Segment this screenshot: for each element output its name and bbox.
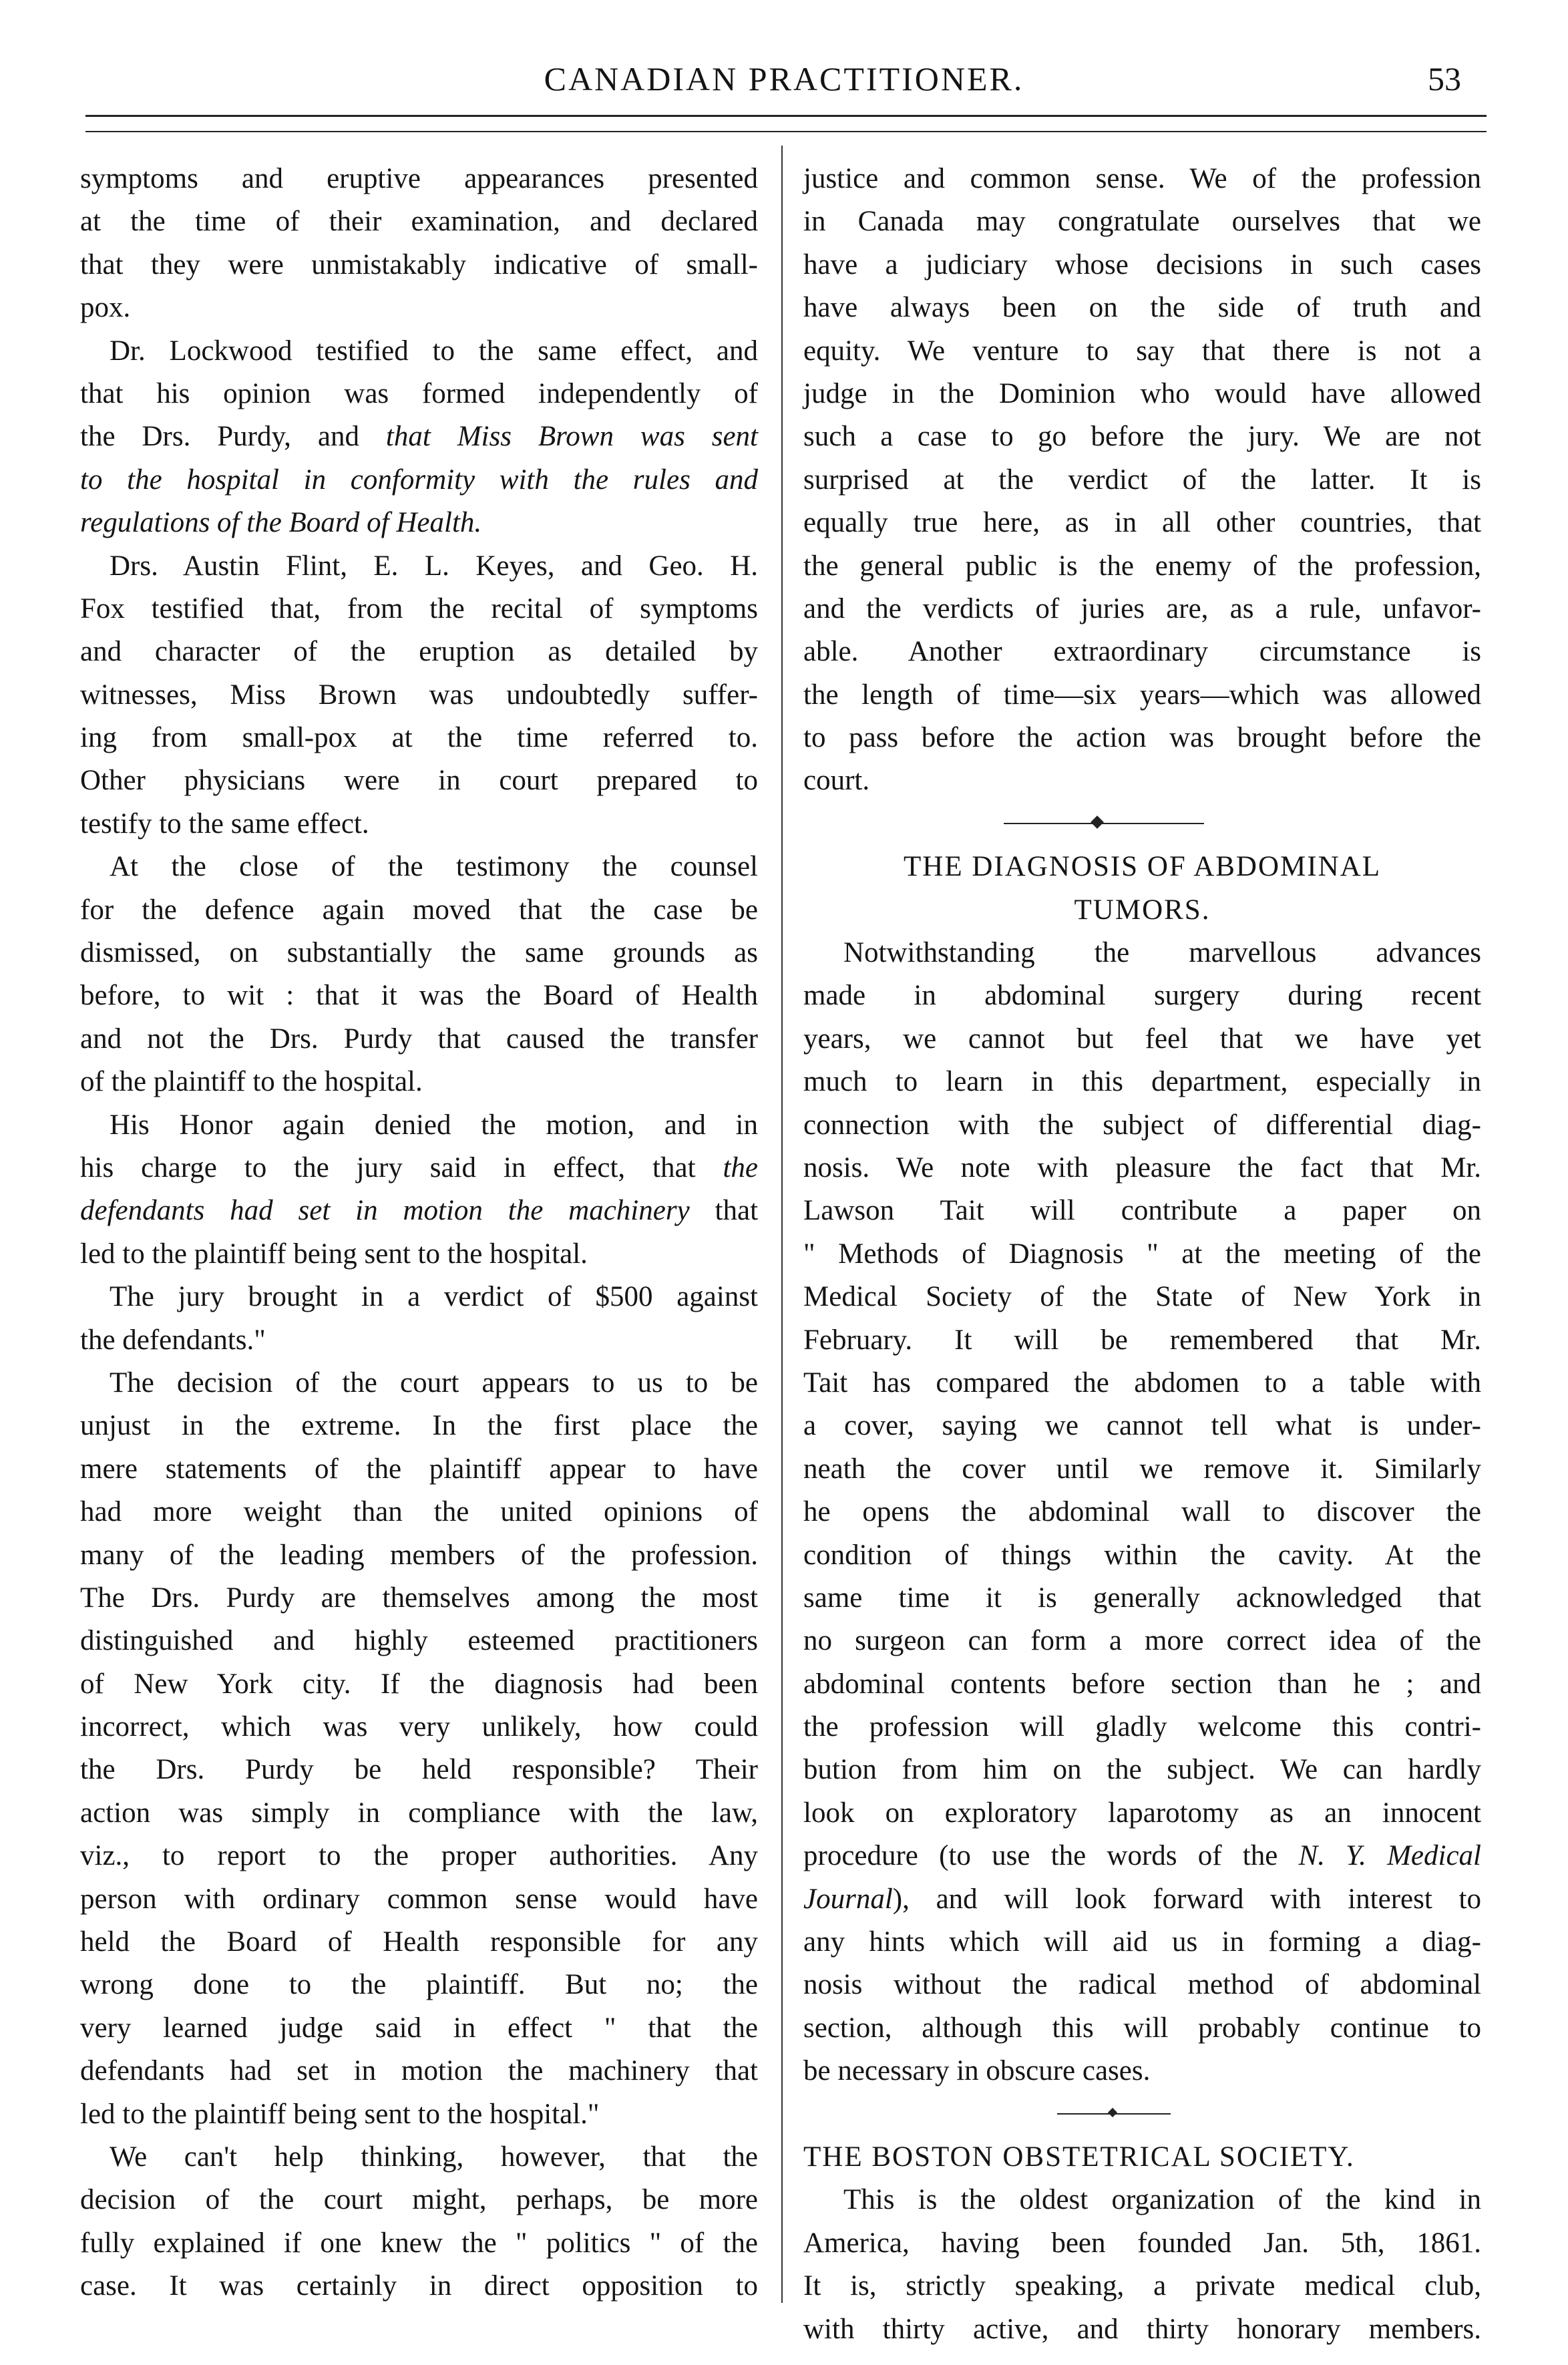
text-line: same time it is generally acknowledged that bbox=[803, 1582, 1481, 1614]
text-line: defendants had set in motion the machinery that bbox=[80, 2055, 758, 2087]
text-line: America, having been founded Jan. 5th, 1861. bbox=[803, 2227, 1481, 2259]
italic-segment: defendants had set in motion the machinery bbox=[80, 1195, 690, 1227]
italic-segment: the bbox=[723, 1151, 759, 1184]
text-segment: procedure (to use the words of the bbox=[803, 1840, 1278, 1872]
text-line: Dr. Lockwood testified to the same effect, and bbox=[110, 335, 758, 367]
text-line: ing from small-pox at the time referred to. bbox=[80, 722, 758, 754]
ornament-rule bbox=[1004, 823, 1204, 824]
text-line: made in abdominal surgery during recent bbox=[803, 980, 1481, 1012]
italic-segment: N. Y. Medical bbox=[1298, 1840, 1481, 1872]
text-line: This is the oldest organization of the kind in bbox=[843, 2184, 1481, 2216]
text-line: any hints which will aid us in forming a diag- bbox=[803, 1926, 1481, 1958]
text-line: nosis without the radical method of abdominal bbox=[803, 1969, 1481, 2001]
text-line: no surgeon can form a more correct idea of the bbox=[803, 1625, 1481, 1657]
text-line: a cover, saying we cannot tell what is under- bbox=[803, 1410, 1481, 1442]
text-line: person with ordinary common sense would have bbox=[80, 1883, 758, 1915]
text-line: abdominal contents before section than he ; and bbox=[803, 1668, 1481, 1700]
text-segment: and bbox=[317, 421, 359, 453]
text-line: " Methods of Diagnosis " at the meeting of the bbox=[803, 1238, 1481, 1270]
text-line: bution from him on the subject. We can hardly bbox=[803, 1754, 1481, 1786]
text-line: led to the plaintiff being sent to the hospital." bbox=[80, 2098, 600, 2130]
text-line: nosis. We note with pleasure the fact that Mr. bbox=[803, 1151, 1481, 1184]
text-line: Tait has compared the abdomen to a table with bbox=[803, 1367, 1481, 1399]
text-line: Fox testified that, from the recital of symptoms bbox=[80, 592, 758, 624]
page-number: 53 bbox=[1428, 60, 1461, 98]
text-line: equally true here, as in all other countries, that bbox=[803, 507, 1481, 539]
text-line: witnesses, Miss Brown was undoubtedly suffer- bbox=[80, 679, 758, 711]
text-line: at the time of their examination, and declared bbox=[80, 206, 758, 238]
text-line: condition of things within the cavity. At the bbox=[803, 1539, 1481, 1571]
text-line: judge in the Dominion who would have allowed bbox=[803, 377, 1481, 409]
text-line: the profession will gladly welcome this contri- bbox=[803, 1711, 1481, 1743]
text-segment: ), and will look forward with interest to bbox=[892, 1883, 1481, 1915]
text-segment: that bbox=[715, 1195, 759, 1227]
text-line: of the plaintiff to the hospital. bbox=[80, 1066, 423, 1098]
text-line: At the close of the testimony the counsel bbox=[110, 851, 758, 883]
text-line: and character of the eruption as detailed by bbox=[80, 636, 758, 668]
italic-segment: Journal bbox=[803, 1883, 893, 1915]
text-line bbox=[803, 1878, 1481, 1921]
text-line: and the verdicts of juries are, as a rule, unfavor- bbox=[803, 592, 1481, 624]
text-line: Medical Society of the State of New York in bbox=[803, 1281, 1481, 1313]
text-line: much to learn in this department, especially in bbox=[803, 1066, 1481, 1098]
text-line: led to the plaintiff being sent to the hospital. bbox=[80, 1238, 588, 1270]
running-head bbox=[80, 59, 1488, 106]
ornament-diamond bbox=[1108, 2108, 1117, 2117]
text-line: case. It was certainly in direct opposition to bbox=[80, 2270, 758, 2302]
text-line: It is, strictly speaking, a private medical club, bbox=[803, 2270, 1481, 2302]
text-line: decision of the court might, perhaps, be more bbox=[80, 2184, 758, 2216]
ornament-diamond bbox=[1091, 815, 1104, 829]
text-line: neath the cover until we remove it. Similarly bbox=[803, 1453, 1481, 1485]
text-line: the general public is the enemy of the profession, bbox=[803, 550, 1481, 582]
text-segment: his charge to the jury said in effect, that bbox=[80, 1151, 696, 1184]
text-line: Other physicians were in court prepared to bbox=[80, 765, 758, 797]
text-line: The Drs. Purdy are themselves among the most bbox=[80, 1582, 758, 1614]
text-segment: the Drs. Purdy, bbox=[80, 421, 291, 453]
text-line: with thirty active, and thirty honorary members. bbox=[803, 2313, 1481, 2345]
text-line bbox=[80, 415, 758, 458]
text-line: surprised at the verdict of the latter. It is bbox=[803, 464, 1481, 496]
text-line: Drs. Austin Flint, E. L. Keyes, and Geo. H. bbox=[110, 550, 758, 582]
text-line: in Canada may congratulate ourselves that we bbox=[803, 206, 1481, 238]
text-line: testify to the same effect. bbox=[80, 807, 369, 840]
text-line: The decision of the court appears to us to be bbox=[110, 1367, 758, 1399]
text-line: justice and common sense. We of the profession bbox=[803, 163, 1481, 194]
text-line bbox=[80, 1147, 758, 1190]
text-line: Lawson Tait will contribute a paper on bbox=[803, 1195, 1481, 1227]
text-line: held the Board of Health responsible for any bbox=[80, 1926, 758, 1958]
text-line: The jury brought in a verdict of $500 against bbox=[110, 1281, 758, 1313]
text-line: court. bbox=[803, 765, 870, 797]
text-line: be necessary in obscure cases. bbox=[803, 2055, 1151, 2087]
text-line: to the hospital in conformity with the rules and bbox=[80, 464, 758, 496]
text-line: the defendants." bbox=[80, 1324, 266, 1356]
text-line: pox. bbox=[80, 292, 131, 324]
text-line: mere statements of the plaintiff appear to have bbox=[80, 1453, 758, 1485]
text-line: distinguished and highly esteemed practitioners bbox=[80, 1625, 758, 1657]
text-line: and not the Drs. Purdy that caused the transfer bbox=[80, 1023, 758, 1055]
text-line: section, although this will probably continue to bbox=[803, 2012, 1481, 2044]
section-heading-abdominal: THE DIAGNOSIS OF ABDOMINAL bbox=[904, 851, 1381, 883]
section-heading-abdominal-cont: TUMORS. bbox=[1074, 894, 1211, 926]
right-column bbox=[803, 158, 1481, 2351]
text-line: very learned judge said in effect " that the bbox=[80, 2012, 758, 2044]
text-line: symptoms and eruptive appearances presented bbox=[80, 163, 758, 194]
header-rule-top bbox=[85, 115, 1487, 117]
left-column bbox=[80, 158, 758, 2308]
section-ornament bbox=[803, 2093, 1481, 2136]
text-line bbox=[80, 1190, 758, 1232]
text-line: fully explained if one knew the " politics " of the bbox=[80, 2227, 758, 2259]
section-heading-boston: THE BOSTON OBSTETRICAL SOCIETY. bbox=[803, 2141, 1355, 2173]
text-line: incorrect, which was very unlikely, how could bbox=[80, 1711, 758, 1743]
text-line bbox=[803, 1835, 1481, 1877]
text-line: for the defence again moved that the case be bbox=[80, 894, 758, 926]
section-ornament bbox=[803, 803, 1481, 846]
text-line: We can't help thinking, however, that the bbox=[110, 2141, 758, 2173]
text-line: regulations of the Board of Health. bbox=[80, 507, 482, 539]
text-line: unjust in the extreme. In the first place the bbox=[80, 1410, 758, 1442]
text-line: that his opinion was formed independently of bbox=[80, 377, 758, 409]
text-line: dismissed, on substantially the same grounds as bbox=[80, 937, 758, 969]
text-line: many of the leading members of the profession. bbox=[80, 1539, 758, 1571]
text-line: able. Another extraordinary circumstance is bbox=[803, 636, 1481, 668]
text-line: before, to wit : that it was the Board of Health bbox=[80, 980, 758, 1012]
text-line: February. It will be remembered that Mr. bbox=[803, 1324, 1481, 1356]
header-rule-bottom bbox=[85, 131, 1487, 132]
text-line: he opens the abdominal wall to discover the bbox=[803, 1496, 1481, 1528]
text-line: had more weight than the united opinions of bbox=[80, 1496, 758, 1528]
text-line: the Drs. Purdy be held responsible? Their bbox=[80, 1754, 758, 1786]
text-line: of New York city. If the diagnosis had been bbox=[80, 1668, 758, 1700]
text-line: Notwithstanding the marvellous advances bbox=[843, 937, 1481, 969]
text-line: connection with the subject of differential diag- bbox=[803, 1109, 1481, 1141]
text-line: have a judiciary whose decisions in such cases bbox=[803, 248, 1481, 281]
text-line: His Honor again denied the motion, and in bbox=[110, 1109, 758, 1141]
text-line: that they were unmistakably indicative of small- bbox=[80, 248, 758, 281]
text-line: action was simply in compliance with the law, bbox=[80, 1797, 758, 1829]
running-title: CANADIAN PRACTITIONER. bbox=[544, 60, 1024, 98]
italic-segment: that Miss Brown was sent bbox=[385, 421, 759, 453]
text-line: have always been on the side of truth and bbox=[803, 292, 1481, 324]
text-line: the length of time—six years—which was allowed bbox=[803, 679, 1481, 711]
text-line: to pass before the action was brought before the bbox=[803, 722, 1481, 754]
text-line: years, we cannot but feel that we have yet bbox=[803, 1023, 1481, 1055]
text-line: wrong done to the plaintiff. But no; the bbox=[80, 1969, 758, 2001]
text-line: equity. We venture to say that there is not a bbox=[803, 335, 1481, 367]
column-divider bbox=[781, 146, 783, 2303]
text-line: viz., to report to the proper authorities. Any bbox=[80, 1840, 758, 1872]
text-line: look on exploratory laparotomy as an innocent bbox=[803, 1797, 1481, 1829]
text-line: such a case to go before the jury. We are not bbox=[803, 421, 1481, 453]
